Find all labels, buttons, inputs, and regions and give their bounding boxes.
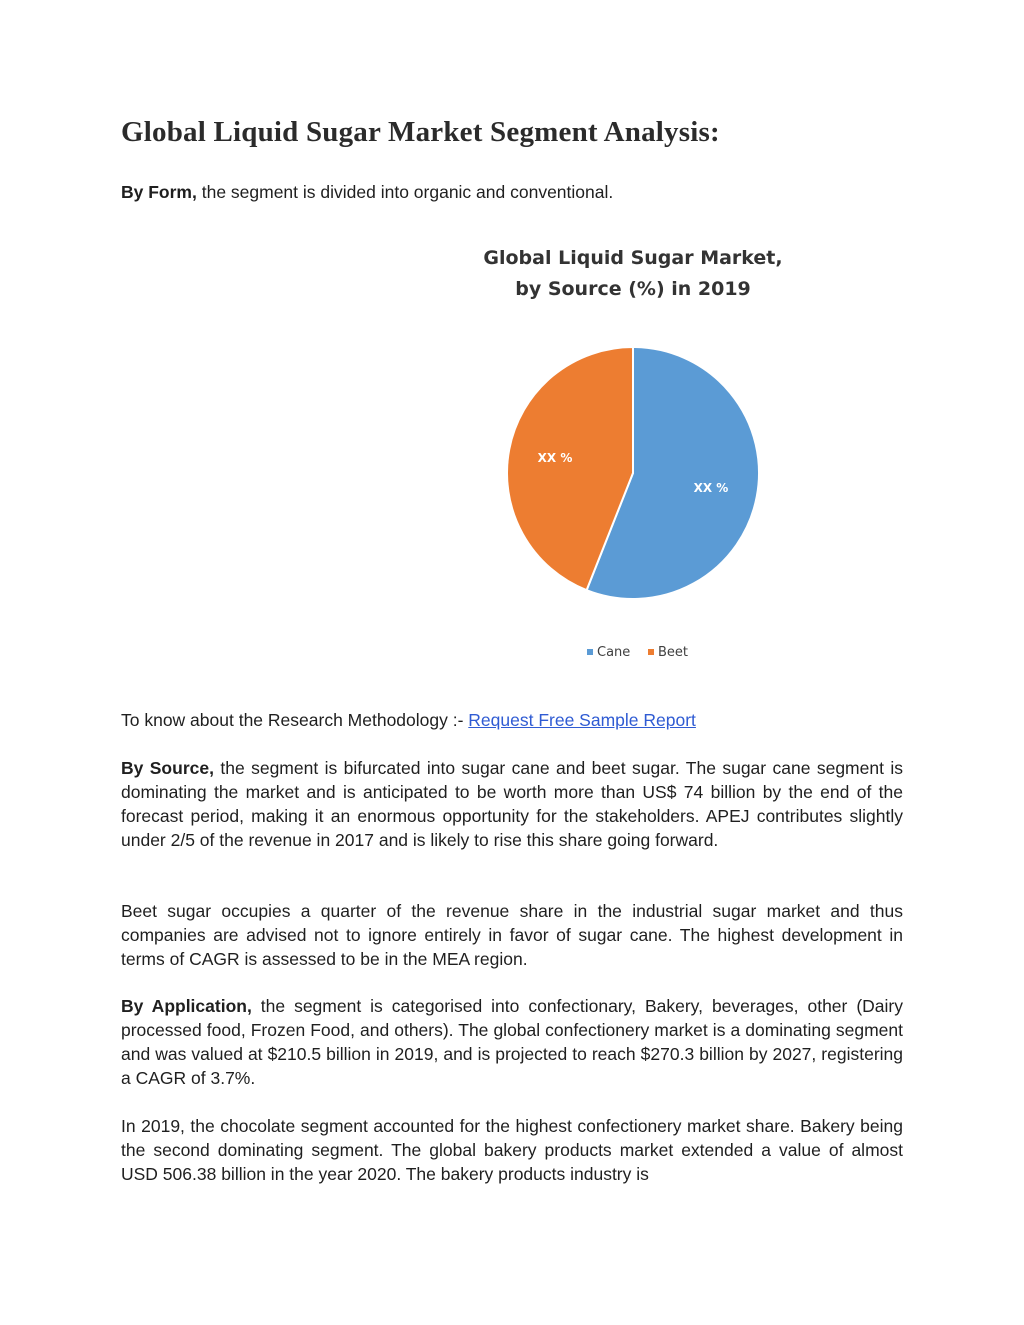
request-sample-link[interactable]: Request Free Sample Report [468,710,696,730]
page-title: Global Liquid Sugar Market Segment Analysis: [121,116,720,148]
form-text: the segment is divided into organic and conventional. [196,182,614,202]
pie-chart-svg [451,235,811,675]
legend-label-cane: Cane [597,645,631,660]
application-lead: By Application, [121,996,252,1016]
pie-slices [507,347,759,599]
beet-paragraph: Beet sugar occupies a quarter of the revenue share in the industrial sugar market and thus companies are advised not to ignore entirely in favor of sugar cane. The highest development in terms of CAGR is assessed to be in the MEA region. [121,901,903,969]
form-lead: By Form, [121,182,197,202]
pie-label-cane: XX % [693,480,729,495]
form-paragraph [121,180,903,204]
methodology-text: To know about the Research Methodology :- [121,710,469,730]
legend-swatch-beet [648,649,654,655]
pie-label-beet: XX % [537,451,573,466]
chocolate-paragraph: In 2019, the chocolate segment accounted for the highest confectionery market share. Bakery being the second dominating segment. The global bakery products market extended a value of almost USD 506.38 billion in the year 2020. The bakery products industry is [121,1116,903,1184]
chart-title-line1: Global Liquid Sugar Market, [483,247,783,269]
application-paragraph [121,994,903,1090]
legend-label-beet: Beet [658,645,689,660]
legend-swatch-cane [587,649,593,655]
chart-legend [587,645,688,660]
source-pie-chart [451,235,811,675]
source-lead: By Source, [121,758,214,778]
application-text: the segment is categorised into confectionary, Bakery, beverages, other (Dairy processed food, Frozen Food, and others). The global confectionery market is a dominating segment and was valued at $210.5 billion in 2019, and is projected to reach $270.3 billion by 2027, registering a CAGR of 3.7%. [121,996,903,1088]
chart-title-line2: by Source (%) in 2019 [515,278,751,300]
source-text: the segment is bifurcated into sugar cane and beet sugar. The sugar cane segment is dominating the market and is anticipated to be worth more than US$ 74 billion by the end of the forecast period, making it an enormous opportunity for the stakeholders. APEJ contributes slightly under 2/5 of the revenue in 2017 and is likely to rise this share going forward. [121,758,903,850]
source-paragraph [121,756,903,852]
methodology-paragraph [121,708,903,732]
